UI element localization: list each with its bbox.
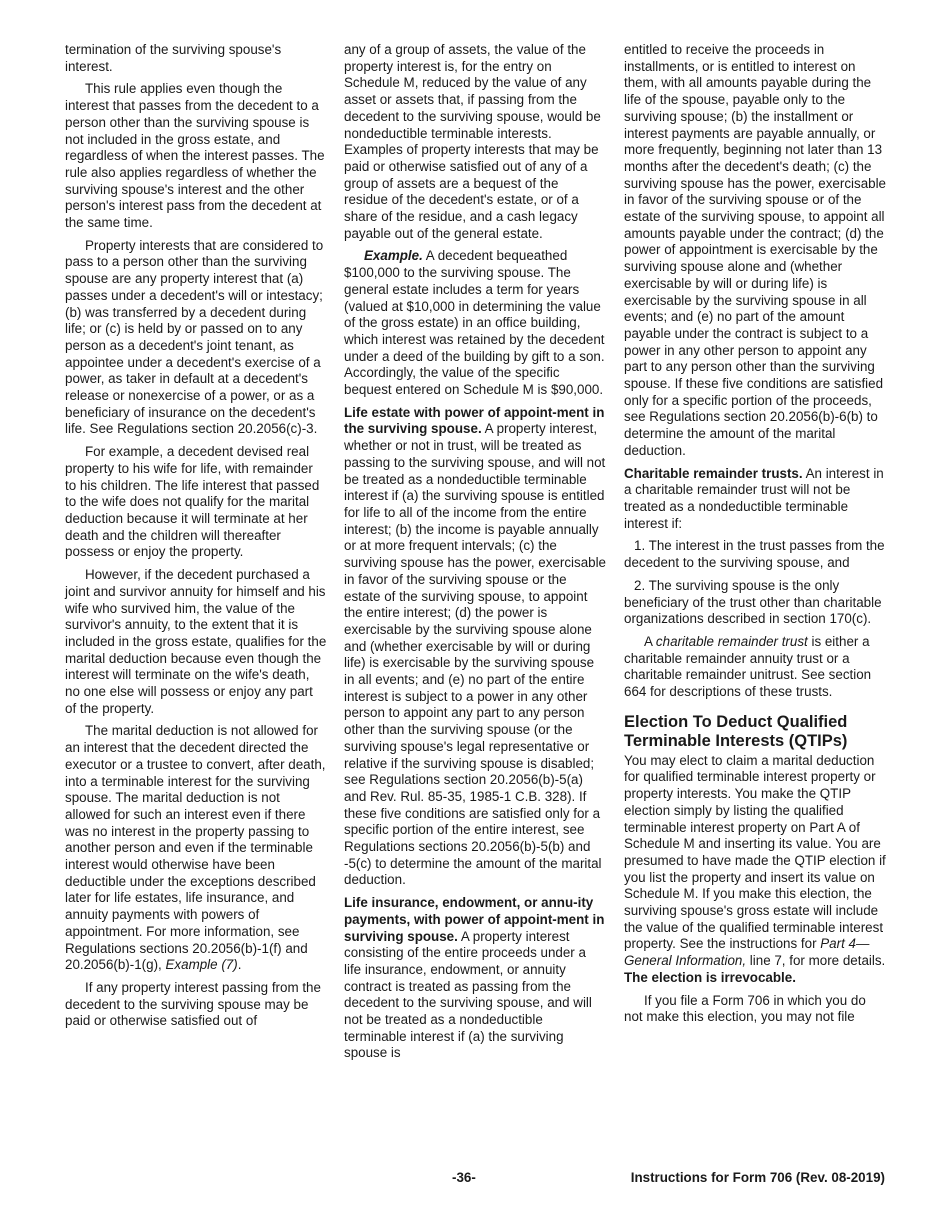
column-3: [624, 42, 886, 1032]
page-number: -36-: [452, 1170, 476, 1185]
italic-reference: Part 4—General Information,: [624, 936, 870, 969]
list-item: 2. The surviving spouse is the only beneficiary of the trust other than charitable organizations described in section 170(c).: [624, 577, 882, 627]
paragraph: termination of the surviving spouse's interest.: [65, 42, 282, 74]
example-reference: Example (7): [165, 957, 238, 973]
italic-term: charitable remainder trust: [655, 633, 808, 649]
paragraph-text: is either a charitable remainder annuity trust or a charitable remainder unitrust. See section 664 for descriptions of these trusts.: [624, 633, 872, 700]
column-1: [65, 42, 327, 1036]
example-label: Example.: [364, 248, 423, 264]
form-title: Instructions for Form 706 (Rev. 08-2019): [630, 1170, 885, 1185]
paragraph: [344, 405, 606, 889]
paragraph: [624, 634, 886, 701]
run-in-heading: Life estate with power of appoint-ment in the surviving spouse.: [344, 404, 605, 437]
paragraph: [624, 466, 886, 533]
paragraph-text: A: [644, 633, 656, 649]
paragraph: Property interests that are considered to pass to a person other than the surviving spouse are any property interest that (a) passes under a decedent's will or intestacy; (b) was transferred by a decedent during life; or (c) is held by or passed on to any person as a decedent's joint tenant, as appointee under a decedent's exercise of a power, as taker in default at a decedent's release or nonexercise of a power, or as a beneficiary of insurance on the decedent's life. See Regulations section 20.2056(c)-3.: [65, 237, 324, 437]
paragraph-text: A property interest, whether or not in trust, will be treated as passing to the surviving spouse, and will not be treated as a nondeductible terminable interest if (a) the surviving spouse is entitled for life to all of the income from the entire interest; (b) the income is payable annually or at more frequent intervals; (c) the surviving spouse has the power, exercisable in favor of the surviving spouse or the estate of the surviving spouse, to appoint the entire interest; (d) the power is exercisable by the surviving spouse alone and (whether exercisable by will or during life) is exercisable by the surviving spouse in all events; and (e) no part of the entire interest is subject to a power in any other person to appoint any part to any person other than the surviving spouse (or the surviving spouse's legal representative or relative if the surviving spouse is disabled; see Regulations section 20.2056(b)-5(a) and Rev. Rul. 85-35, 1985-1 C.B. 328). If these five conditions are satisfied only for a specific portion of the entire interest, see Regulations sections 20.2056(b)-5(b) and -5(c) to determine the amount of the marital deduction.: [344, 421, 607, 888]
section-heading: Election To Deduct Qualified Terminable Interests (QTIPs): [624, 712, 848, 750]
paragraph-text: A decedent bequeathed $100,000 to the surviving spouse. The general estate includes a term for years (valued at $10,000 in determining the value of the gross estate) in an office building, which interest was retained by the decedent under a deed of the building by gift to a son. Accordingly, the value of the specific bequest entered on Schedule M is $90,000.: [344, 248, 605, 398]
paragraph-text: The marital deduction is not allowed for an interest that the decedent directed the executor or a trustee to convert, after death, into a terminable interest for the surviving spouse. The marital deduction is not allowed for such an interest even if there was no interest in the property passing to another person and even if the terminable interest would otherwise have been deductible under the exceptions described later for life estates, life insurance, and annuity payments with powers of appointment. For more information, see Regulations sections 20.2056(b)-1(f) and 20.2056(b)-1(g),: [65, 723, 326, 973]
paragraph: any of a group of assets, the value of the property interest is, for the entry on Schedule M, reduced by the value of any asset or assets that, if passing from the decedent to the surviving spouse, would be nondeductible terminable interests. Examples of property interests that may be paid or otherwise satisfied out of any of a group of assets are a bequest of the residue of the decedent's estate, or of a share of the residue, and a cash legacy payable out of the general estate.: [344, 42, 601, 241]
paragraph: If you file a Form 706 in which you do not make this election, you may not file: [624, 992, 866, 1025]
run-in-heading: Charitable remainder trusts.: [624, 465, 803, 481]
paragraph: If any property interest passing from the decedent to the surviving spouse may be paid or otherwise satisfied out of: [65, 979, 321, 1029]
paragraph-text: An interest in a charitable remainder trust will not be treated as a nondeductible terminable interest if:: [624, 465, 884, 531]
paragraph-text: A property interest consisting of the entire proceeds under a life insurance, endowment, or annuity contract is treated as passing from the decedent to the surviving spouse, and will not be treated as a nondeductible terminable interest if (a) the surviving spouse is: [344, 928, 592, 1061]
paragraph: However, if the decedent purchased a joint and survivor annuity for himself and his wife who survived him, the value of the survivor's annuity, to the extent that it is included in the gross estate, qualifies for the marital deduction because even though the interest will terminate on the wife's death, no one else will possess or enjoy any part of the property.: [65, 567, 327, 716]
example-paragraph: [344, 248, 606, 398]
paragraph: For example, a decedent devised real property to his wife for life, with remainder to his children. The life interest that passed to the wife does not qualify for the marital deduction because it will terminate at her death and the children will thereafter possess or enjoy the property.: [65, 444, 320, 560]
column-2: [344, 42, 606, 1068]
list-item: 1. The interest in the trust passes from the decedent to the surviving spouse, and: [624, 538, 885, 571]
paragraph: [624, 753, 886, 987]
bold-statement: The election is irrevocable.: [624, 969, 796, 985]
run-in-heading: Life insurance, endowment, or annu-ity payments, with power of appoint-ment in surviving spouse.: [344, 895, 605, 944]
paragraph-text: line 7, for more details.: [746, 953, 886, 969]
paragraph-text: You may elect to claim a marital deduction for qualified terminable interest property or property interests. You make the QTIP election simply by listing the qualified terminable interest property on Part A of Schedule M and inserting its value. You are presumed to have made the QTIP election if you list the property and insert its value on Schedule M. If you make this election, the surviving spouse's gross estate will include the value of the qualified terminable interest property. See the instructions for: [624, 752, 886, 952]
paragraph-text: .: [237, 957, 242, 973]
paragraph: [65, 723, 327, 974]
paragraph: [344, 895, 606, 1062]
paragraph: entitled to receive the proceeds in installments, or is entitled to interest on them, with all amounts payable during the life of the spouse, payable only to the surviving spouse; (b) the installment or interest payments are payable annually, or more frequently, beginning not later than 13 months after the decedent's death; (c) the surviving spouse has the power, exercisable in favor of the surviving spouse or of the estate of the surviving spouse, to appoint all amounts payable under the contract; (d) the power of appointment is exercisable by the surviving spouse alone and (whether exercisable by will or during life) is exercisable by the surviving spouse in all events; and (e) no part of the amount payable under the contract is subject to a power in any other person to appoint any part to any person other than the surviving spouse. If these five conditions are satisfied only for a specific portion of the proceeds, see Regulations section 20.2056(b)-6(b) to determine the amount of the marital deduction.: [624, 42, 887, 458]
paragraph: This rule applies even though the interest that passes from the decedent to a person other than the surviving spouse is not included in the gross estate, and regardless of when the interest passes. The rule also applies regardless of whether the surviving spouse's interest and the other person's interest pass from the decedent at the same time.: [65, 81, 325, 231]
